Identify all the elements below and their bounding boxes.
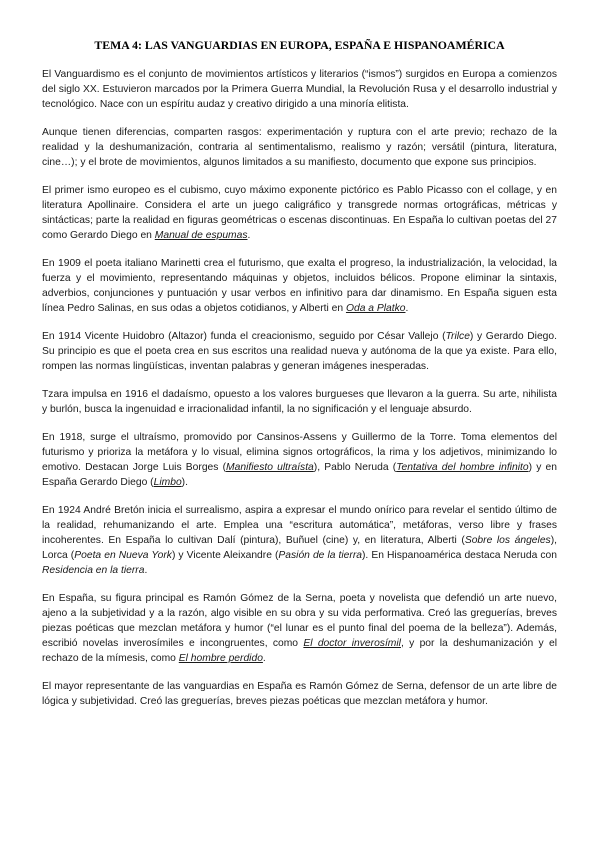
text-run: ) y Vicente Aleixandre ( (171, 550, 279, 561)
work-title-italic: Pasión de la tierra (278, 550, 362, 561)
text-run: . (262, 653, 266, 664)
text-run: El Vanguardismo es el conjunto de movimientos artísticos y literarios (“ismos”) surgidos en Europa a comienzos del siglo XX. Estuvieron marcados por la Primera Guerra Mundial, la Revolución Rusa y el desarrollo industrial y tecnológico. Nace con un espíritu audaz y creativo dirigido a una minoría elitista. (42, 69, 557, 110)
text-run: Tzara impulsa en 1916 el dadaísmo, opuesto a los valores burgueses que llevaron a la guerra. Su arte, nihilista y burlón, busca la ingenuidad e irracionalidad infantil, la no significación y el lenguaje absurdo. (42, 389, 557, 415)
text-run: En España, su figura principal es Ramón Gómez de la Serna, poeta y novelista que defendió un arte nuevo, ajeno a la subjetividad y a la razón, algo visible en su obra y su vida performativa. Creó las greguerías, breves piezas poéticas que mezclan metáfora y humor (“el lunar es el punto final del poema de la belleza”). Además, escribió novelas inverosímiles e incongruentes, como (42, 593, 557, 649)
text-run: En 1918, surge el ultraísmo, promovido por Cansinos-Assens y Guillermo de la Torre. Toma elementos del futurismo y prioriza la metáfora y lo visual, elimina signos ortográficos, la rima y los adjetivos, minimizando lo emotivo. Destacan Jorge Luis Borges ( (42, 432, 557, 473)
work-title-underlined: Manifiesto ultraísta (226, 462, 314, 473)
document-body (42, 67, 557, 709)
text-run: , y por la deshumanización y el rechazo de la mímesis, como (42, 638, 557, 664)
text-run: ), Lorca ( (42, 535, 557, 561)
work-title-italic: Poeta en Nueva York (74, 550, 172, 561)
document-title: TEMA 4: LAS VANGUARDIAS EN EUROPA, ESPAÑA E HISPANOAMÉRICA (94, 38, 505, 52)
document-page (42, 38, 557, 722)
text-run: ), Pablo Neruda ( (313, 462, 397, 473)
text-run: ) y en España Gerardo Diego ( (42, 462, 557, 488)
text-run: En 1914 Vicente Huidobro (Altazor) funda el creacionismo, seguido por César Vallejo ( (42, 331, 446, 342)
text-run: . (247, 230, 251, 241)
text-run: ) y Gerardo Diego. Su principio es que el poeta crea en sus escritos una realidad nueva y autónoma de la que ya existe. Para ello, rompen las normas lingüísticas, inventan palabras y generan imágenes inesperadas. (42, 331, 558, 372)
work-title-underlined: El doctor inverosímil (303, 638, 401, 649)
text-run: En 1909 el poeta italiano Marinetti crea el futurismo, que exalta el progreso, la industrialización, la velocidad, la fuerza y el movimiento, representando máquinas y objetos, incluidos bélicos. Propone eliminar la sintaxis, adverbios, conjunciones y puntuación y usar verbos en infinitivo para dar dinamismo. En España siguen esta línea Pedro Salinas, en sus odas a objetos cotidianos, y Alberti en (42, 258, 557, 314)
work-title-italic: Residencia en la tierra (42, 565, 145, 576)
paragraph-conclusion (42, 679, 557, 709)
text-run: Aunque tienen diferencias, comparten rasgos: experimentación y ruptura con el arte previo; rechazo de la realidad y la deshumanización, contraria al sentimentalismo, realismo y razón; versátil (pintura, literatura, cine…); y el brote de movimientos, algunos limitados a su manifiesto, documento que expone sus principios. (42, 127, 557, 168)
work-title-underlined: Oda a Platko (345, 303, 406, 314)
paragraph-ultraism (42, 430, 557, 490)
paragraph-gomez-de-la-serna (42, 591, 557, 666)
text-run: . (405, 303, 409, 314)
work-title-underlined: Limbo (153, 477, 182, 488)
paragraph-futurism (42, 256, 557, 316)
text-run: El mayor representante de las vanguardias en España es Ramón Gómez de Serna, defensor de un arte libre de lógica y subjetividad. Creó las greguerías, breves piezas poéticas que mezclan metáfora y humor. (42, 681, 557, 707)
paragraph-intro (42, 67, 557, 112)
work-title-underlined: Manual de espumas (154, 230, 248, 241)
paragraph-creationism (42, 329, 557, 374)
work-title-underlined: El hombre perdido (178, 653, 263, 664)
text-run: ). (181, 477, 188, 488)
paragraph-surrealism (42, 503, 557, 578)
text-run: En 1924 André Bretón inicia el surrealismo, aspira a expresar el mundo onírico para revelar el sentido último de la realidad, rehumanizando el arte. Emplea una “escritura automática”, metáforas, verso libre y frases incoherentes. En España lo cultivan Dalí (pintura), Buñuel (cine) y, en literatura, Alberti ( (42, 505, 557, 546)
paragraph-cubism (42, 183, 557, 243)
work-title-italic: Trilce (445, 331, 470, 342)
work-title-underlined: Tentativa del hombre infinito (396, 462, 529, 473)
text-run: . (144, 565, 148, 576)
paragraph-features (42, 125, 557, 170)
work-title-italic: Sobre los ángeles (464, 535, 551, 546)
paragraph-dadaism (42, 387, 557, 417)
text-run: ). En Hispanoamérica destaca Neruda con (362, 550, 557, 561)
text-run: El primer ismo europeo es el cubismo, cuyo máximo exponente pictórico es Pablo Picasso con el collage, y en literatura Apollinaire. Considera el arte un juego caligráfico y transgrede normas ortográficas, métricas y sintácticas; parte la realidad en figuras geométricas o escenas discontinuas. En España lo cultivan poetas del 27 como Gerardo Diego en (42, 185, 557, 241)
